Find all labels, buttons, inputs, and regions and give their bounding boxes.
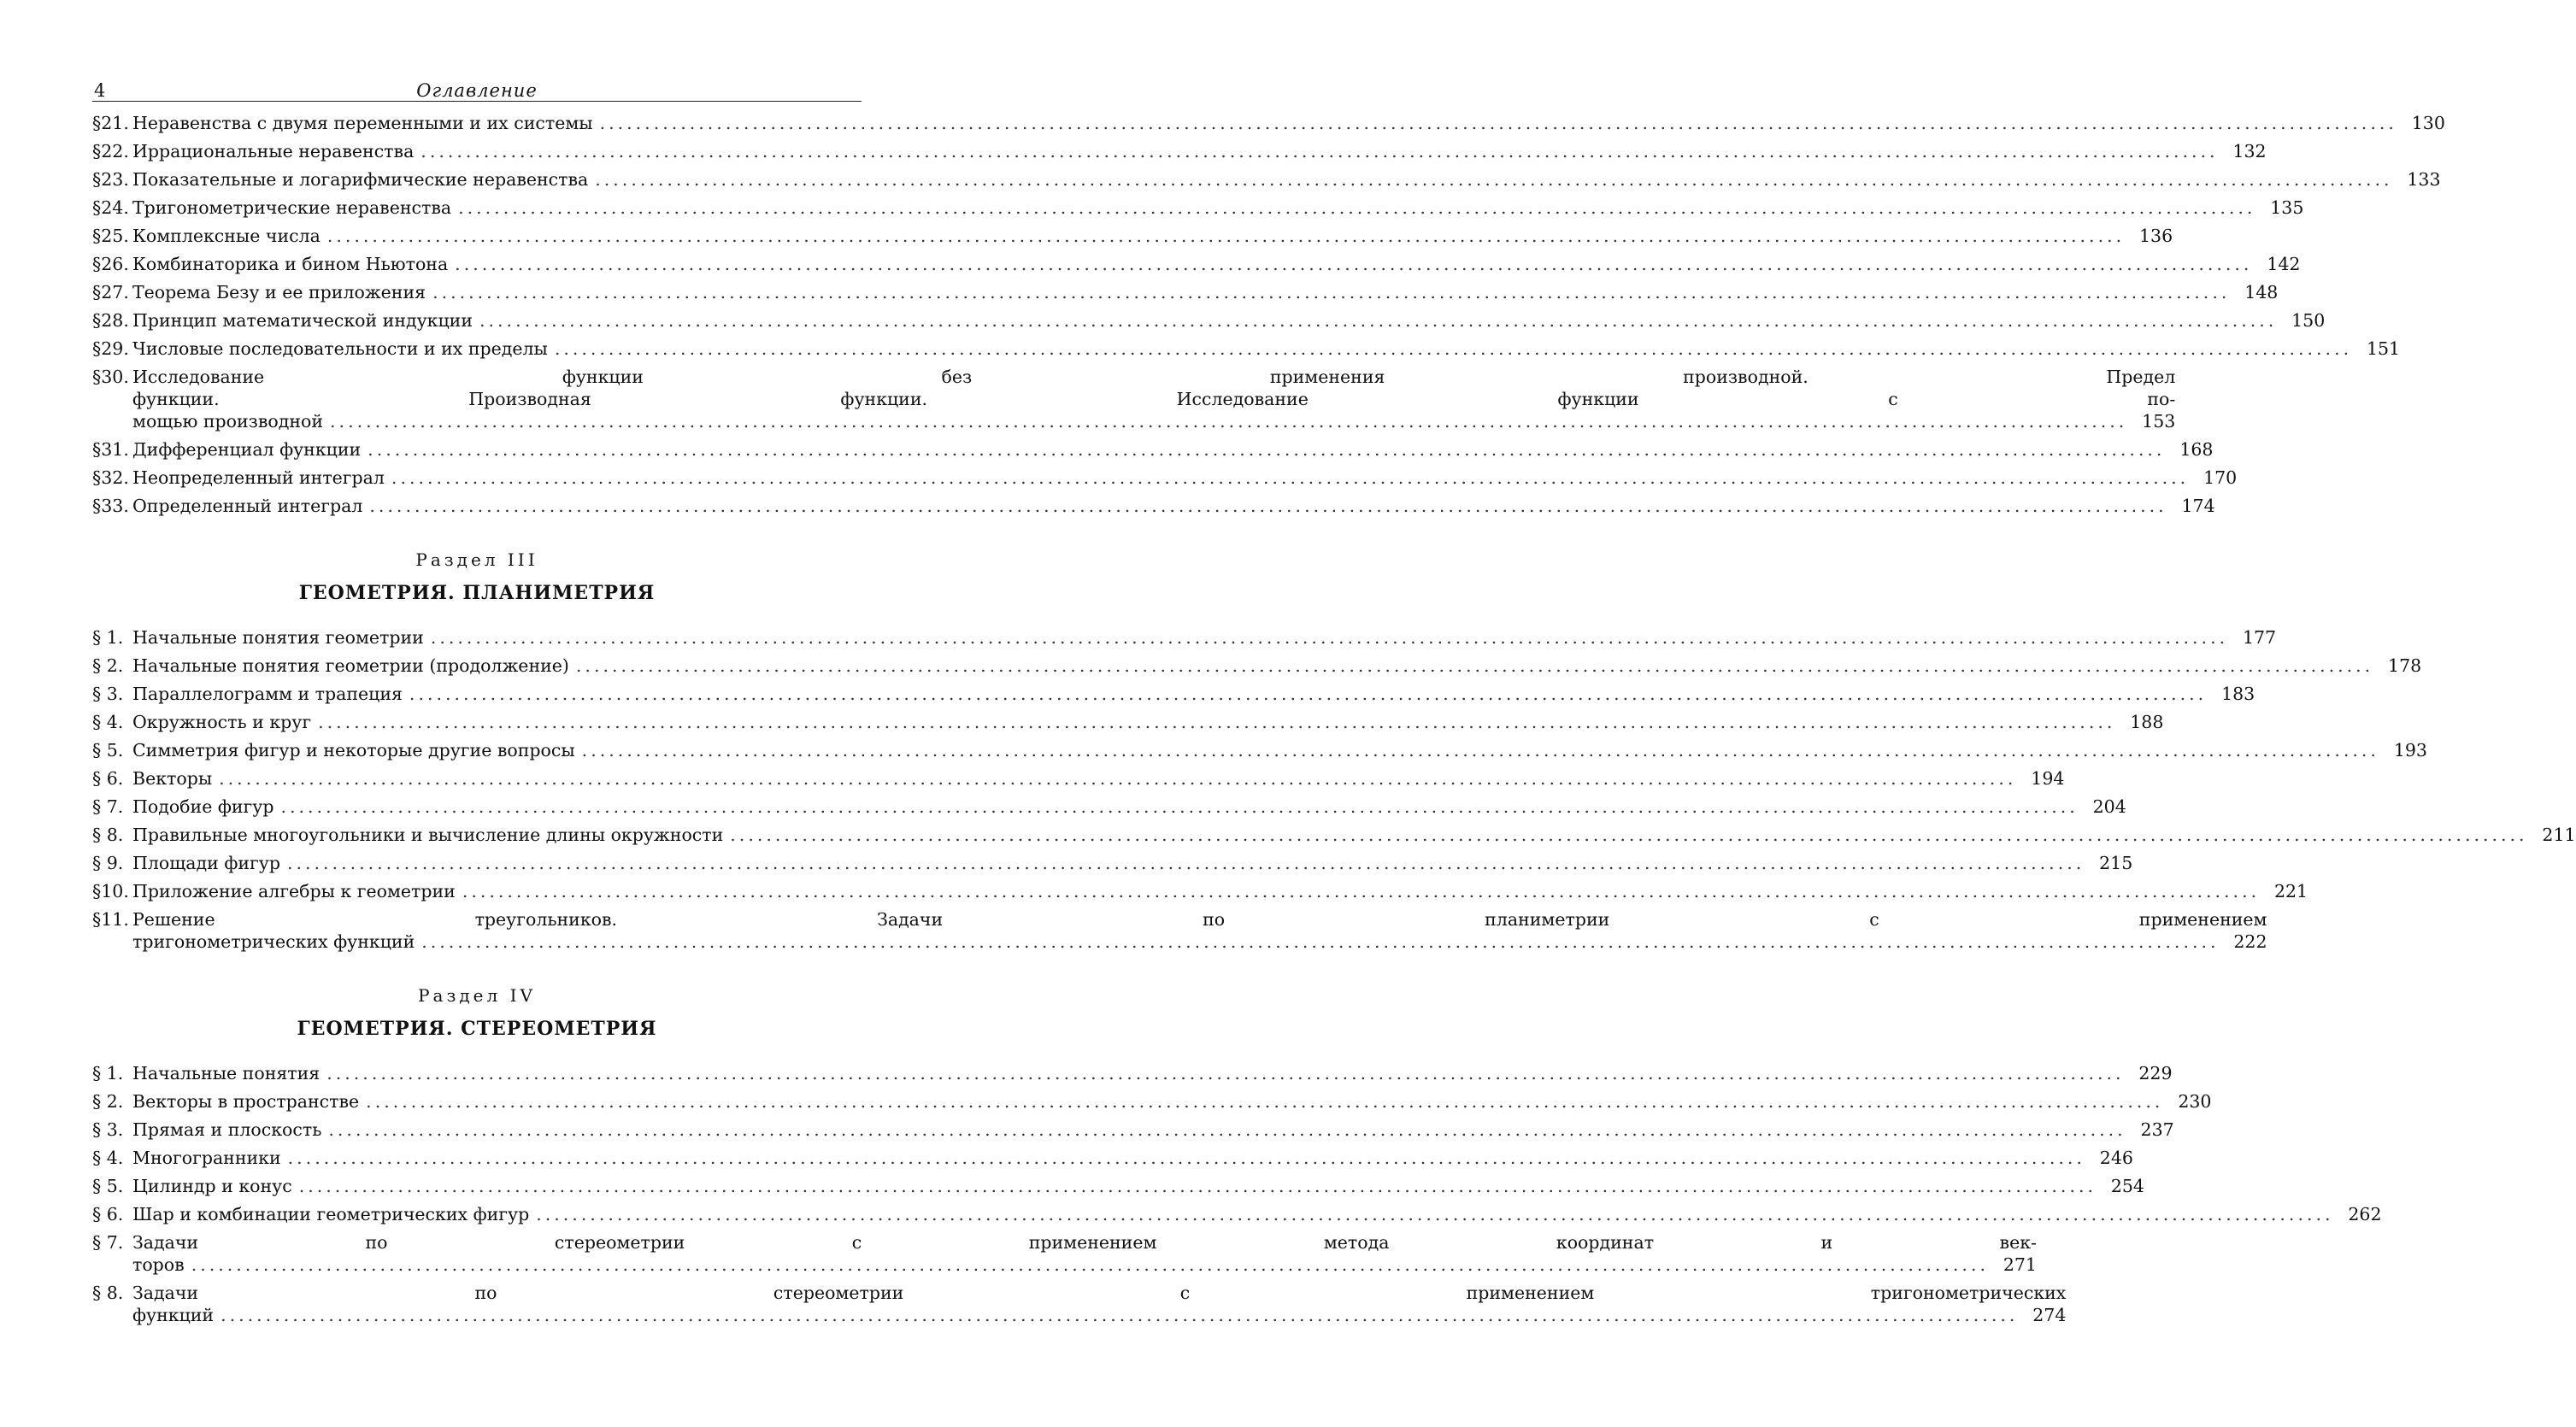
entry-body [132,739,2427,761]
entry-title: Комплексные числа [132,226,321,246]
entry-body [132,438,2213,461]
dot-leader: ........................................................................................................................................................................................................ [368,439,2166,460]
entry-body [132,683,2255,705]
toc-entry [92,852,2133,874]
toc-list-part1 [92,112,2445,517]
toc-entry [92,1119,2174,1141]
entry-title: Векторы [132,768,213,789]
entry-page-number: 193 [2393,740,2427,760]
entry-title: Начальные понятия [132,1063,321,1083]
dot-leader: ........................................................................................................................................................................................................ [326,226,2126,246]
entry-last-line [132,1119,2174,1141]
dot-leader: ........................................................................................................................................................................................................ [575,655,2374,676]
dot-leader: ........................................................................................................................................................................................................ [458,197,2256,218]
toc-entry [92,796,2126,818]
entry-title: Теорема Безу и ее приложения [132,282,426,302]
dot-leader: ........................................................................................................................................................................................................ [366,1091,2164,1112]
toc-entry [92,767,2065,790]
section-label: Раздел III [415,549,538,570]
entry-number: § 8. [92,825,124,845]
entry-page-number: 183 [2221,684,2255,704]
entry-page-number: 132 [2232,141,2267,161]
entry-last-line [132,1304,2066,1326]
entry-title: Многогранники [132,1148,281,1168]
entry-last-line [132,309,2325,332]
dot-leader: ........................................................................................................................................................................................................ [430,627,2229,648]
entry-number: § 8. [92,1283,124,1303]
entry-title: Прямая и плоскость [132,1119,322,1140]
entry-body [132,112,2445,134]
entry-last-line [132,338,2400,360]
entry-page-number: 174 [2181,496,2215,516]
entry-title-line: Исследование функции без применения производной. Предел [132,367,2176,387]
entry-page-number: 150 [2291,310,2326,331]
entry-body [132,1282,2066,1326]
toc-list-section4 [92,1062,2382,1326]
dot-leader: ........................................................................................................................................................................................................ [599,113,2397,133]
toc-entry [92,225,2173,247]
entry-title: Начальные понятия геометрии (продолжение) [132,655,569,676]
entry-title: мощью производной [132,411,324,432]
entry-body [132,1090,2211,1113]
toc-entry [92,253,2301,275]
toc-entry [92,309,2326,332]
entry-title-line: Задачи по стереометрии с применением метода координат и век- [132,1232,2037,1253]
entry-page-number: 229 [2138,1063,2173,1083]
entry-body [132,711,2163,733]
entry-page-number: 130 [2411,113,2445,133]
entry-title: Определенный интеграл [132,496,363,516]
entry-body [132,281,2278,303]
entry-body [132,908,2267,953]
entry-page-number: 194 [2031,768,2065,789]
entry-title-line: Решение треугольников. Задачи по планиметрии с применением [132,909,2267,930]
entry-title: Векторы в пространстве [132,1091,360,1112]
entry-title-line: функции. Производная функции. Исследование функции с по- [132,389,2176,409]
entry-body [132,253,2300,275]
entry-body [132,1147,2133,1169]
entry-number: §10. [92,881,129,901]
dot-leader: ........................................................................................................................................................................................................ [455,254,2253,274]
entry-number: § 6. [92,1204,124,1224]
entry-body [132,655,2421,677]
dot-leader: ........................................................................................................................................................................................................ [221,1305,2019,1325]
entry-title: Подобие фигур [132,796,274,817]
entry-number: § 2. [92,1091,124,1112]
dot-leader: ........................................................................................................................................................................................................ [421,931,2220,952]
entry-title: функций [132,1305,215,1325]
entry-last-line [132,1147,2133,1169]
entry-number: § 2. [92,655,124,676]
entry-page-number: 254 [2110,1176,2144,1196]
entry-title: тригонометрических функций [132,931,415,952]
toc-entry [92,1175,2144,1197]
dot-leader: ........................................................................................................................................................................................................ [409,684,2208,704]
entry-title: Приложение алгебры к геометрии [132,881,456,901]
entry-number: §28. [92,310,129,331]
dot-leader: ........................................................................................................................................................................................................ [330,411,2128,432]
entry-title: Числовые последовательности и их пределы [132,338,548,359]
entry-body [132,225,2173,247]
entry-title: Иррациональные неравенства [132,141,415,161]
entry-body [132,1203,2382,1225]
toc-entry [92,112,2445,134]
entry-page-number: 153 [2142,411,2176,432]
entry-number: § 1. [92,627,124,648]
toc-entry [92,824,2576,846]
entry-last-line [132,225,2173,247]
toc-entry [92,140,2267,162]
entry-title: Комбинаторика и бином Ньютона [132,254,449,274]
dot-leader: ........................................................................................................................................................................................................ [536,1204,2334,1224]
toc-entry [92,366,2176,432]
entry-last-line [132,112,2445,134]
entry-last-line [132,767,2064,790]
entry-number: § 1. [92,1063,124,1083]
entry-page-number: 133 [2407,169,2441,190]
toc-entry [92,438,2214,461]
entry-title: Дифференциал функции [132,439,362,460]
entry-body [132,495,2215,517]
entry-number: §26. [92,254,129,274]
entry-title: Неравенства с двумя переменными и их системы [132,113,593,133]
entry-page-number: 211 [2542,825,2576,845]
document-page [92,75,2576,1332]
entry-body [132,852,2132,874]
entry-page-number: 221 [2273,881,2308,901]
entry-last-line [132,1203,2382,1225]
entry-title: Тригонометрические неравенства [132,197,452,218]
toc-entry [92,683,2255,705]
toc-list-section3 [92,626,2576,953]
entry-last-line [132,852,2132,874]
entry-body [132,309,2325,332]
toc-entry [92,880,2308,902]
entry-page-number: 135 [2270,197,2304,218]
entry-page-number: 274 [2032,1305,2067,1325]
toc-entry [92,338,2401,360]
entry-last-line [132,1090,2211,1113]
dot-leader: ........................................................................................................................................................................................................ [328,1119,2126,1140]
entry-last-line [132,711,2163,733]
entry-number: § 7. [92,1232,124,1253]
entry-last-line [132,824,2576,846]
entry-title: Симметрия фигур и некоторые другие вопросы [132,740,575,760]
toc-entry [92,626,2277,649]
entry-last-line [132,626,2276,649]
toc-entry [92,1282,2067,1326]
dot-leader: ........................................................................................................................................................................................................ [432,282,2231,302]
dot-leader: ........................................................................................................................................................................................................ [191,1254,1989,1275]
entry-last-line [132,140,2267,162]
entry-body [132,796,2126,818]
entry-last-line [132,1062,2173,1084]
entry-last-line [132,739,2427,761]
entry-last-line [132,253,2300,275]
entry-body [132,338,2400,360]
entry-title: Правильные многоугольники и вычисление длины окружности [132,825,724,845]
toc-entry [92,168,2441,191]
entry-number: §21. [92,113,129,133]
entry-page-number: 188 [2130,712,2164,732]
entry-page-number: 230 [2178,1091,2212,1112]
entry-last-line [132,931,2267,953]
toc-entry [92,1231,2037,1276]
entry-body [132,824,2576,846]
entry-number: § 4. [92,1148,124,1168]
entry-page-number: 215 [2099,853,2133,873]
entry-title: Неопределенный интеграл [132,467,385,488]
dot-leader: ........................................................................................................................................................................................................ [287,1148,2085,1168]
entry-body [132,626,2276,649]
toc-entry [92,908,2267,953]
entry-title-line: Задачи по стереометрии с применением тригонометрических [132,1283,2067,1303]
entry-title: торов [132,1254,185,1275]
entry-number: §29. [92,338,129,359]
entry-number: § 9. [92,853,124,873]
entry-page-number: 178 [2388,655,2422,676]
entry-page-number: 237 [2140,1119,2174,1140]
entry-page-number: 151 [2366,338,2401,359]
entry-body [132,1175,2144,1197]
entry-last-line [132,796,2126,818]
dot-leader: ........................................................................................................................................................................................................ [479,310,2278,331]
entry-title: Цилиндр и конус [132,1176,292,1196]
entry-body [132,880,2308,902]
header-title: Оглавление [416,80,538,101]
entry-number: §32. [92,467,129,488]
dot-leader: ........................................................................................................................................................................................................ [219,768,2017,789]
toc-entry [92,1062,2173,1084]
entry-last-line [132,1175,2144,1197]
entry-number: § 3. [92,1119,124,1140]
entry-page-number: 177 [2242,627,2277,648]
toc-entry [92,1203,2382,1225]
entry-title: Окружность и круг [132,712,312,732]
entry-page-number: 148 [2244,282,2279,302]
entry-title: Показательные и логарифмические неравенства [132,169,589,190]
entry-number: § 5. [92,1176,124,1196]
entry-number: §27. [92,282,129,302]
entry-last-line [132,168,2441,191]
entry-body [132,1062,2173,1084]
entry-body [132,197,2303,219]
entry-number: §25. [92,226,129,246]
entry-body [132,767,2064,790]
entry-body [132,140,2267,162]
dot-leader: ........................................................................................................................................................................................................ [326,1063,2125,1083]
entry-page-number: 168 [2179,439,2214,460]
entry-number: § 6. [92,768,124,789]
entry-last-line [132,281,2278,303]
section-title: ГЕОМЕТРИЯ. СТЕРЕОМЕТРИЯ [297,1018,657,1040]
dot-leader: ........................................................................................................................................................................................................ [595,169,2393,190]
entry-number: §30. [92,367,129,387]
entry-body [132,1119,2174,1141]
section-title: ГЕОМЕТРИЯ. ПЛАНИМЕТРИЯ [298,582,656,604]
entry-page-number: 170 [2203,467,2238,488]
entry-page-number: 204 [2092,796,2126,817]
toc-entry [92,1090,2212,1113]
dot-leader: ........................................................................................................................................................................................................ [730,825,2528,845]
entry-number: §31. [92,439,129,460]
section-label: Раздел IV [418,985,536,1006]
entry-last-line [132,410,2175,432]
dot-leader: ........................................................................................................................................................................................................ [369,496,2167,516]
entry-body [132,168,2441,191]
toc-entry [92,711,2164,733]
dot-leader: ........................................................................................................................................................................................................ [421,141,2219,161]
entry-last-line [132,1254,2037,1276]
entry-last-line [132,880,2308,902]
entry-body [132,1231,2037,1276]
entry-last-line [132,495,2215,517]
toc-entry [92,495,2215,517]
toc-entry [92,467,2238,489]
entry-body [132,366,2175,432]
entry-page-number: 142 [2267,254,2301,274]
dot-leader: ........................................................................................................................................................................................................ [318,712,2116,732]
entry-page-number: 271 [2003,1254,2037,1275]
toc-entry [92,197,2304,219]
entry-last-line [132,683,2255,705]
entry-title: Параллелограмм и трапеция [132,684,403,704]
entry-page-number: 222 [2233,931,2267,952]
entry-number: § 4. [92,712,124,732]
entry-title: Начальные понятия геометрии [132,627,424,648]
entry-page-number: 262 [2348,1204,2382,1224]
dot-leader: ........................................................................................................................................................................................................ [554,338,2353,359]
dot-leader: ........................................................................................................................................................................................................ [462,881,2261,901]
toc-entry [92,739,2427,761]
entry-number: §11. [92,909,129,930]
entry-last-line [132,467,2237,489]
entry-last-line [132,438,2213,461]
entry-last-line [132,197,2303,219]
entry-number: § 3. [92,684,124,704]
dot-leader: ........................................................................................................................................................................................................ [298,1176,2097,1196]
toc-entry [92,281,2279,303]
entry-number: § 5. [92,740,124,760]
dot-leader: ........................................................................................................................................................................................................ [286,853,2085,873]
running-header [92,75,862,102]
entry-number: §22. [92,141,129,161]
dot-leader: ........................................................................................................................................................................................................ [280,796,2079,817]
toc-entry [92,655,2422,677]
dot-leader: ........................................................................................................................................................................................................ [581,740,2379,760]
entry-title: Площади фигур [132,853,280,873]
entry-title: Шар и комбинации геометрических фигур [132,1204,530,1224]
entry-number: §23. [92,169,129,190]
entry-number: §33. [92,496,129,516]
page-number: 4 [94,80,106,101]
entry-title: Принцип математической индукции [132,310,473,331]
dot-leader: ........................................................................................................................................................................................................ [391,467,2190,488]
entry-number: § 7. [92,796,124,817]
entry-page-number: 246 [2099,1148,2133,1168]
entry-page-number: 136 [2138,226,2173,246]
entry-last-line [132,655,2421,677]
entry-body [132,467,2237,489]
entry-number: §24. [92,197,129,218]
toc-entry [92,1147,2133,1169]
